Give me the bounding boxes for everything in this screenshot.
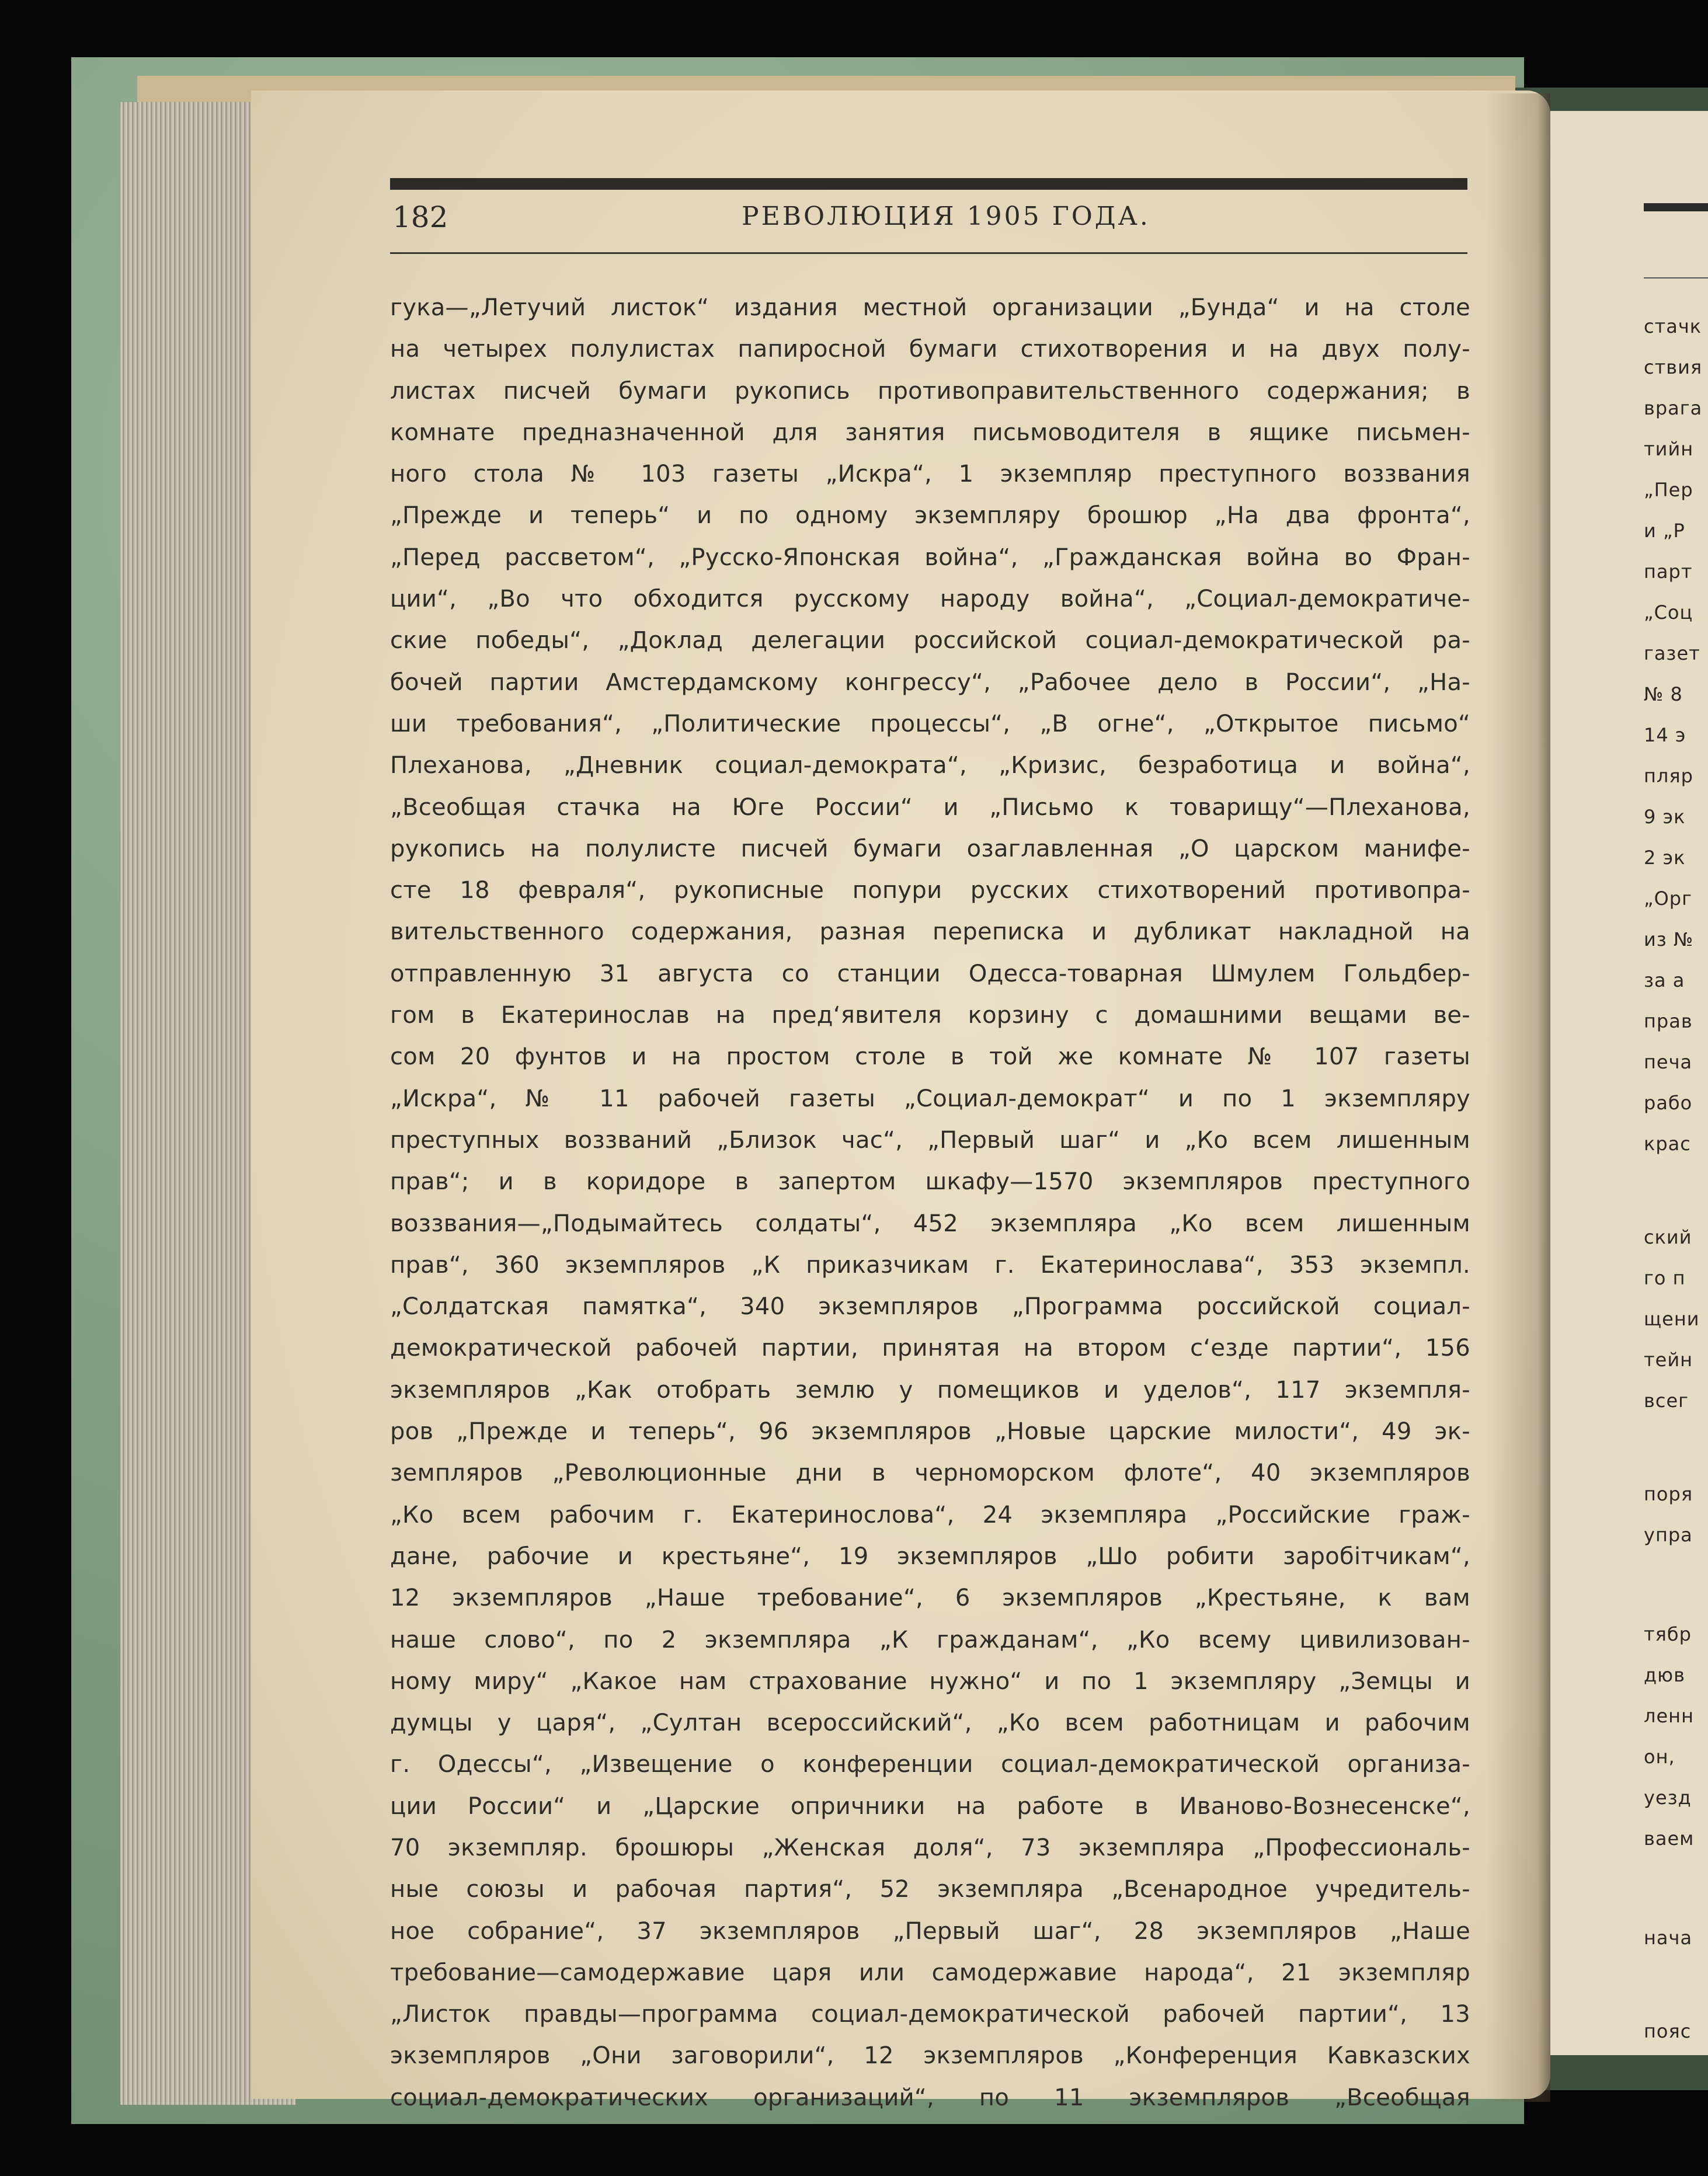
text-line: дане, рабочие и крестьяне“, 19 экземпляров „Шо робити заробітчикам“,	[390, 1543, 1470, 1570]
adjacent-text-fragment: уезд	[1644, 1787, 1692, 1809]
text-line: сте 18 февраля“, рукописные попури русских стихотворений противопра-	[390, 877, 1470, 904]
text-line: демократической рабочей партии, принятая на втором с‘езде партии“, 156	[390, 1335, 1470, 1362]
adjacent-text-fragment: нача	[1644, 1927, 1693, 1949]
page-number: 182	[392, 200, 448, 234]
text-line: „Искра“, № 11 рабочей газеты „Социал-демократ“ и по 1 экземпляру	[390, 1085, 1470, 1112]
text-line: земпляров „Революционные дни в черноморском флоте“, 40 экземпляров	[390, 1460, 1470, 1487]
adjacent-text-fragment: щени	[1644, 1308, 1700, 1330]
text-line: социал-демократических организаций“, по 11 экземпляров „Всеобщая	[390, 2084, 1470, 2111]
text-line: гом в Екатеринослав на пред‘явителя корзину с домашними вещами ве-	[390, 1002, 1470, 1029]
adjacent-text-fragment: тейн	[1644, 1349, 1693, 1371]
adjacent-text-fragment: пляр	[1644, 765, 1693, 787]
text-line: наше слово“, по 2 экземпляра „К гражданам“, „Ко всему цивилизован-	[390, 1626, 1470, 1653]
text-line: вительственного содержания, разная переписка и дубликат накладной на	[390, 918, 1470, 946]
adjacent-text-fragment: ленн	[1644, 1705, 1694, 1727]
text-line: сом 20 фунтов и на простом столе в той же комнате № 107 газеты	[390, 1043, 1470, 1071]
adjacent-text-fragment: ваем	[1644, 1827, 1695, 1850]
adjacent-text-fragment: упра	[1644, 1524, 1693, 1546]
adjacent-header-thin-rule	[1644, 277, 1708, 278]
text-line: ного стола № 103 газеты „Искра“, 1 экземпляр преступного воззвания	[390, 461, 1470, 488]
text-line: листах писчей бумаги рукопись противоправительственного содержания; в	[390, 377, 1470, 405]
text-line: „Солдатская памятка“, 340 экземпляров „Программа российской социал-	[390, 1293, 1470, 1321]
text-line: думцы у царя“, „Султан всероссийский“, „Ко всем работницам и рабочим	[390, 1710, 1470, 1737]
text-line: отправленную 31 августа со станции Одесса-товарная Шмулем Гольдбер-	[390, 960, 1470, 987]
text-line: рукопись на полулисте писчей бумаги озаглавленная „О царском манифе-	[390, 835, 1470, 862]
adjacent-text-fragment: печа	[1644, 1051, 1693, 1073]
adjacent-text-fragment: ствия	[1644, 356, 1703, 378]
text-line: прав“, 360 экземпляров „К приказчикам г. Екатеринослава“, 353 экземпл.	[390, 1251, 1470, 1279]
text-line: ции России“ и „Царские опричники на работе в Иваново-Вознесенске“,	[390, 1792, 1470, 1820]
adjacent-text-fragment: рабо	[1644, 1092, 1693, 1114]
header-thick-rule	[390, 178, 1467, 190]
adjacent-text-fragment: „Орг	[1644, 887, 1692, 910]
adjacent-text-fragment: „Соц	[1644, 601, 1693, 624]
gutter-shadow	[1486, 93, 1550, 2102]
adjacent-text-fragment: прав	[1644, 1010, 1693, 1032]
adjacent-text-fragment: всег	[1644, 1390, 1689, 1412]
text-line: экземпляров „Они заговорили“, 12 экземпляров „Конференция Кавказских	[390, 2042, 1470, 2070]
adjacent-text-fragment: 9 эк	[1644, 806, 1686, 828]
adjacent-text-fragment: го п	[1644, 1267, 1686, 1289]
text-line: 70 экземпляр. брошюры „Женская доля“, 73 экземпляра „Профессиональ-	[390, 1834, 1470, 1861]
text-line: „Листок правды—программа социал-демократической рабочей партии“, 13	[390, 2001, 1470, 2028]
adjacent-text-fragment: тийн	[1644, 438, 1694, 460]
text-line: „Ко всем рабочим г. Екатеринослова“, 24 экземпляра „Российские граж-	[390, 1501, 1470, 1529]
text-line: воззвания—„Подымайтесь солдаты“, 452 экземпляра „Ко всем лишенным	[390, 1210, 1470, 1237]
text-line: на четырех полулистах папиросной бумаги стихотворения и на двух полу-	[390, 336, 1470, 363]
adjacent-text-fragment: за а	[1644, 969, 1685, 991]
text-line: ров „Прежде и теперь“, 96 экземпляров „Новые царские милости“, 49 эк-	[390, 1418, 1470, 1446]
adjacent-text-fragment: № 8	[1644, 683, 1683, 705]
text-line: ному миру“ „Какое нам страхование нужно“ и по 1 экземпляру „Земцы и	[390, 1667, 1470, 1695]
text-line: экземпляров „Как отобрать землю у помещиков и уделов“, 117 экземпля-	[390, 1376, 1470, 1404]
adjacent-text-fragment: пояс	[1644, 2020, 1692, 2042]
adjacent-header-rule	[1644, 203, 1708, 211]
running-title: РЕВОЛЮЦИЯ 1905 ГОДА.	[742, 201, 1150, 231]
adjacent-text-fragment: и „Р	[1644, 520, 1685, 542]
adjacent-text-fragment: поря	[1644, 1483, 1693, 1505]
body-text	[390, 287, 1470, 2119]
text-line: гука—„Летучий листок“ издания местной организации „Бунда“ и на столе	[390, 294, 1470, 321]
adjacent-text-fragment: 14 э	[1644, 724, 1686, 746]
text-line: требование—самодержавие царя или самодержавие народа“, 21 экземпляр	[390, 1959, 1470, 1986]
text-line: бочей партии Амстердамскому конгрессу“, „Рабочее дело в России“, „На-	[390, 669, 1470, 696]
text-line: „Прежде и теперь“ и по одному экземпляру брошюр „На два фронта“,	[390, 502, 1470, 530]
adjacent-text-fragment: тябр	[1644, 1623, 1692, 1645]
adjacent-text-fragment: врага	[1644, 397, 1703, 419]
adjacent-text-fragment: ский	[1644, 1226, 1692, 1248]
header-thin-rule	[390, 252, 1467, 254]
adjacent-text-fragment: „Пер	[1644, 479, 1693, 501]
text-line: ное собрание“, 37 экземпляров „Первый шаг“, 28 экземпляров „Наше	[390, 1917, 1470, 1945]
text-line: прав“; и в коридоре в запертом шкафу—1570 экземпляров преступного	[390, 1168, 1470, 1196]
text-line: 12 экземпляров „Наше требование“, 6 экземпляров „Крестьяне, к вам	[390, 1585, 1470, 1612]
text-line: „Перед рассветом“, „Русско-Японская война“, „Гражданская война во Фран-	[390, 544, 1470, 571]
text-line: ции“, „Во что обходится русскому народу война“, „Социал-демократиче-	[390, 586, 1470, 613]
adjacent-text-fragment: газет	[1644, 642, 1700, 664]
adjacent-text-fragment: стачк	[1644, 315, 1702, 337]
adjacent-page	[1550, 111, 1708, 2055]
adjacent-text-fragment: он,	[1644, 1746, 1675, 1768]
text-line: ные союзы и рабочая партия“, 52 экземпляра „Всенародное учредитель-	[390, 1876, 1470, 1903]
adjacent-text-fragment: 2 эк	[1644, 847, 1686, 869]
text-line: комнате предназначенной для занятия письмоводителя в ящике письмен-	[390, 419, 1470, 446]
adjacent-text-fragment: дюв	[1644, 1664, 1685, 1686]
text-line: преступных воззваний „Близок час“, „Первый шаг“ и „Ко всем лишенным	[390, 1126, 1470, 1154]
text-line: ские победы“, „Доклад делегации российской социал-демократической ра-	[390, 627, 1470, 654]
text-line: ши требования“, „Политические процессы“, „В огне“, „Открытое письмо“	[390, 710, 1470, 737]
text-line: г. Одессы“, „Извещение о конференции социал-демократической организа-	[390, 1751, 1470, 1778]
adjacent-text-fragment: парт	[1644, 560, 1693, 583]
adjacent-text-fragment: крас	[1644, 1133, 1691, 1155]
text-line: Плеханова, „Дневник социал-демократа“, „Кризис, безработица и война“,	[390, 752, 1470, 779]
text-line: „Всеобщая стачка на Юге России“ и „Письмо к товарищу“—Плеханова,	[390, 793, 1470, 821]
adjacent-text-fragment: из №	[1644, 928, 1694, 951]
